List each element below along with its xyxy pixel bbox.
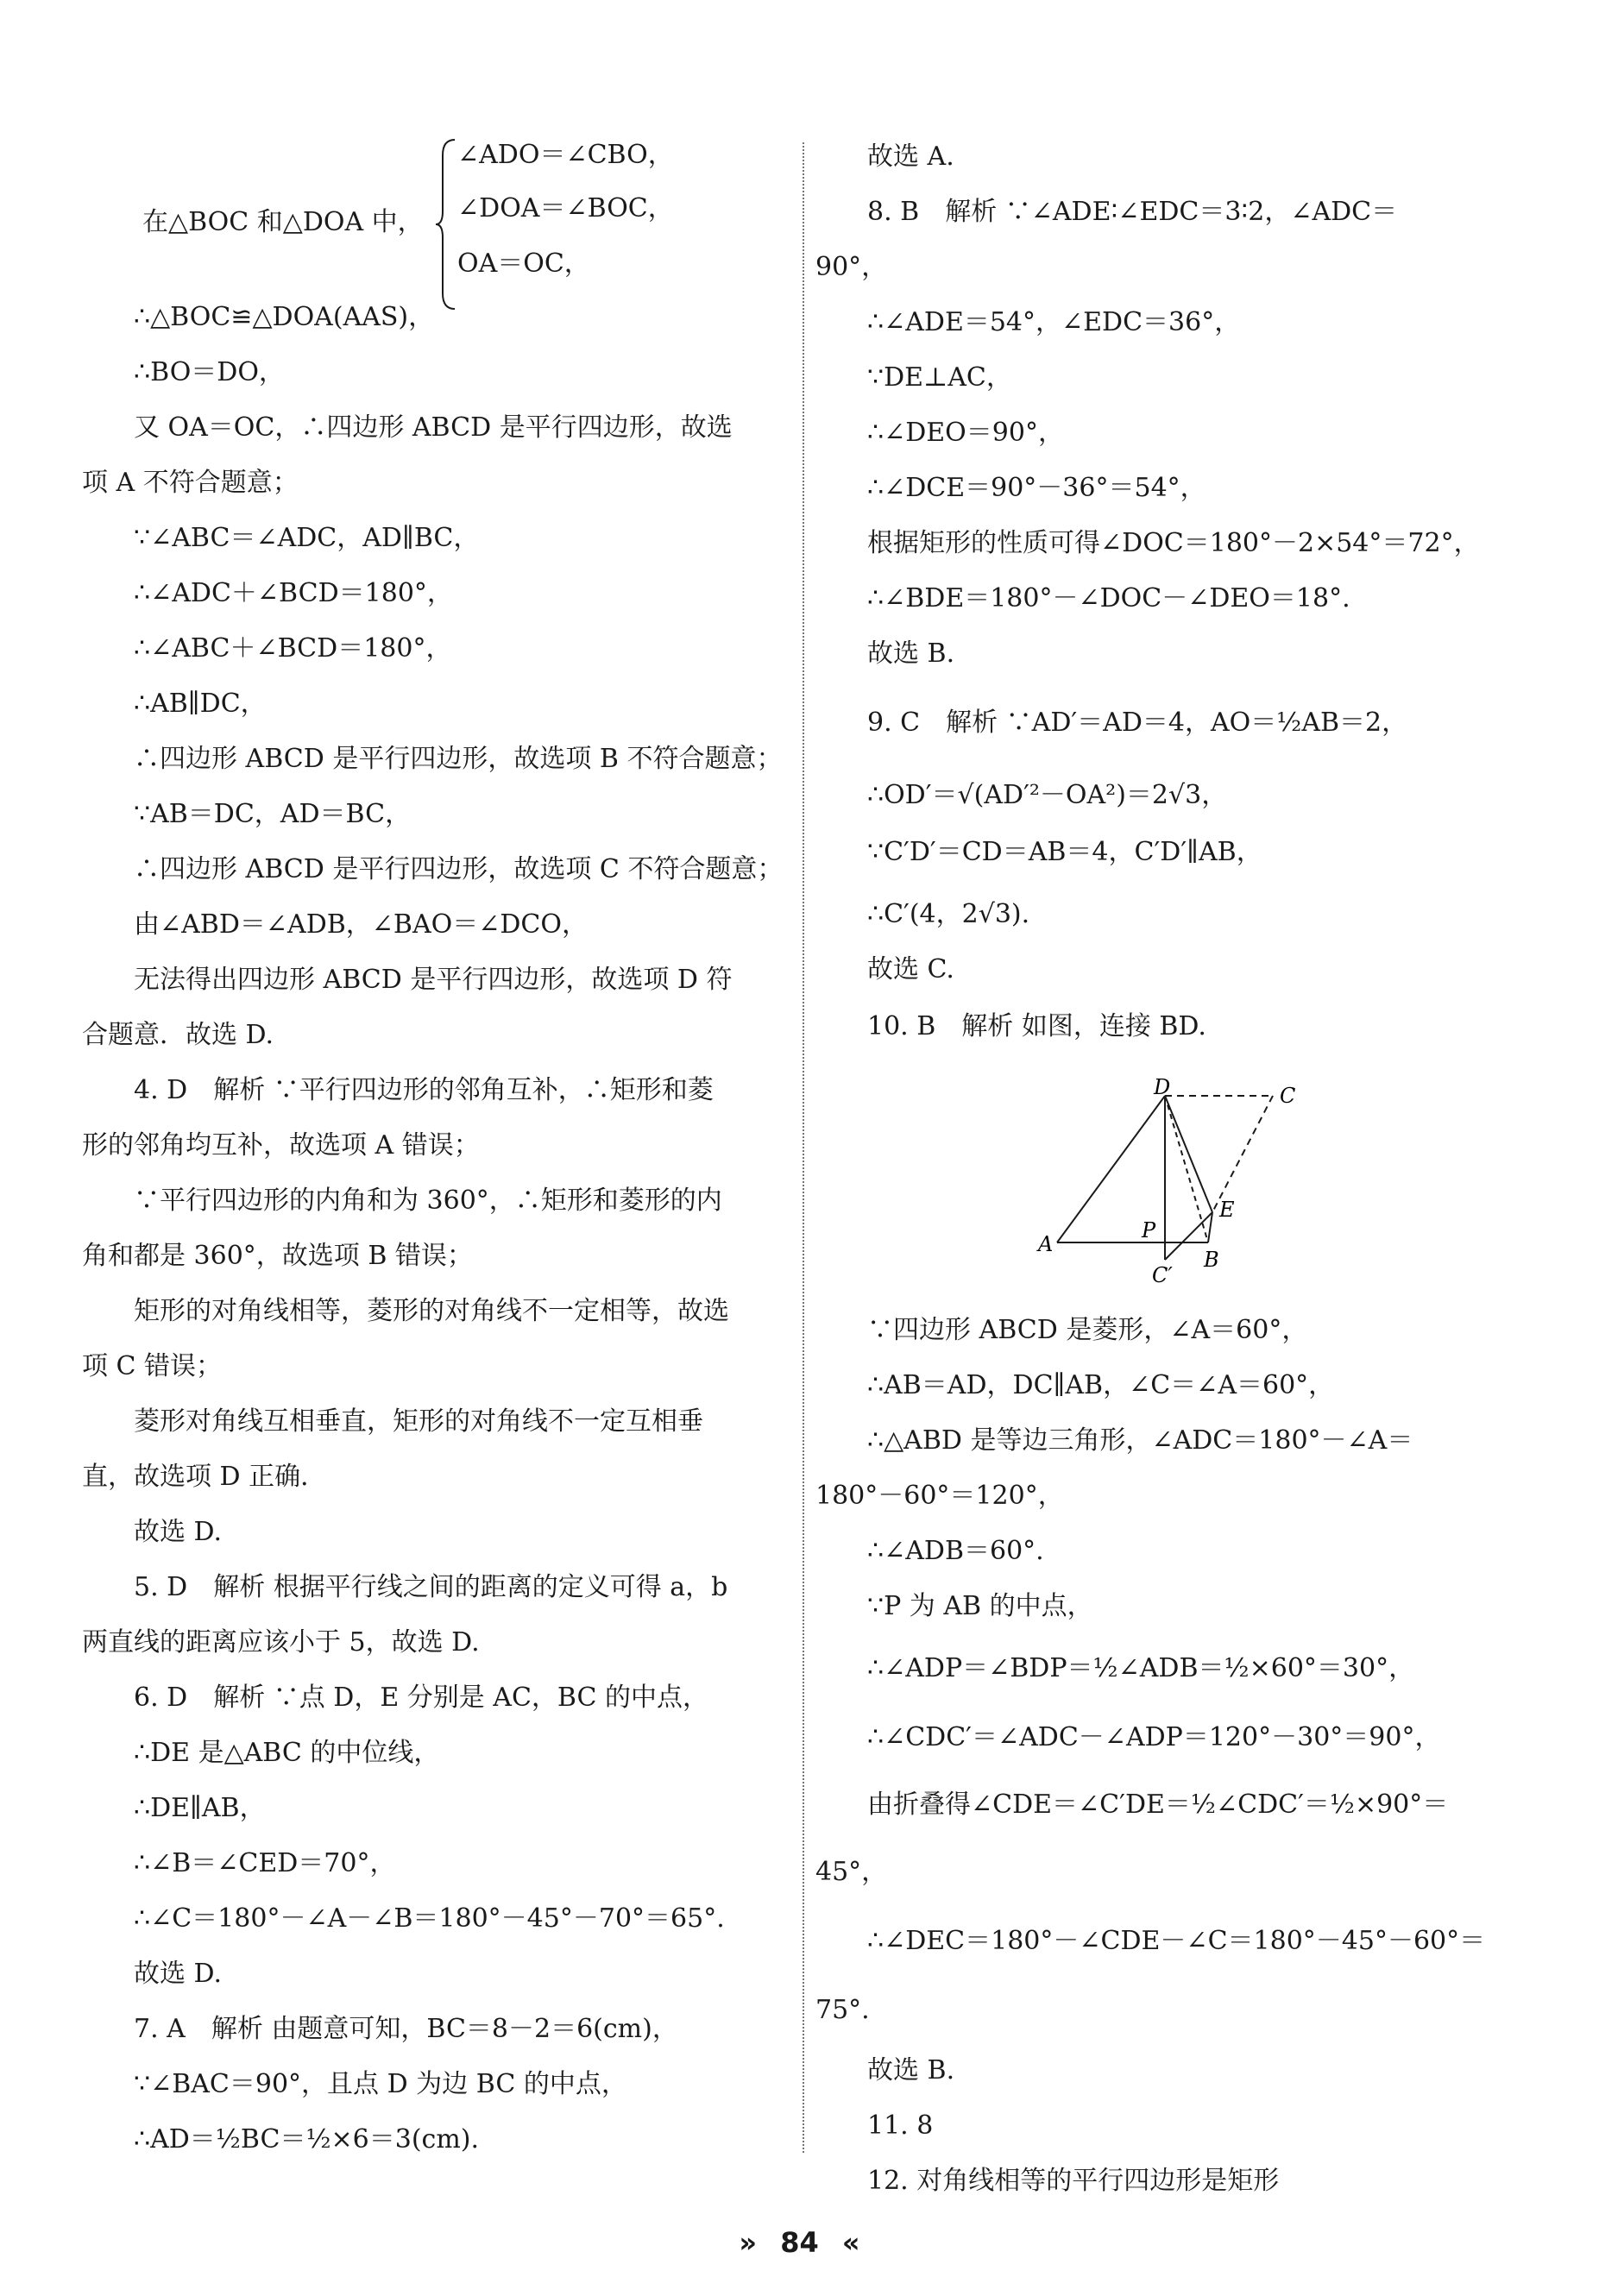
text-line: ∴DE 是△ABC 的中位线， bbox=[134, 1738, 440, 1768]
page-number: 84 bbox=[780, 2226, 819, 2259]
question-9: 9. C 解析 ∵AD′＝AD＝4，AO＝½AB＝2， bbox=[867, 708, 1408, 738]
text-line: ∴∠ADC＋∠BCD＝180°， bbox=[134, 578, 453, 608]
text-line: ∵∠ABC＝∠ADC，AD∥BC， bbox=[134, 523, 480, 553]
text-line: ∴∠C＝180°－∠A－∠B＝180°－45°－70°＝65°. bbox=[134, 1903, 725, 1934]
figure-label: P bbox=[1142, 1218, 1156, 1242]
question-5: 5. D 解析 根据平行线之间的距离的定义可得 a，b bbox=[134, 1572, 728, 1602]
text-line: ∴OD′＝√(AD′²－OA²)＝2√3， bbox=[867, 780, 1228, 810]
column-divider bbox=[803, 142, 804, 2153]
text-line: 故选 C. bbox=[867, 954, 954, 984]
text-line: 项 C 错误； bbox=[82, 1351, 223, 1381]
text-line: ∵平行四边形的内角和为 360°，∴矩形和菱形的内 bbox=[134, 1186, 722, 1216]
text-line: 90°， bbox=[815, 252, 888, 282]
text-line: ∴AB＝AD，DC∥AB，∠C＝∠A＝60°， bbox=[867, 1370, 1335, 1400]
text-line: ∴∠DEO＝90°， bbox=[867, 418, 1064, 448]
text-line: 又 OA＝OC，∴四边形 ABCD 是平行四边形，故选 bbox=[134, 412, 733, 443]
text-line: ∵DE⊥AC， bbox=[867, 362, 1012, 393]
question-12: 12. 对角线相等的平行四边形是矩形 bbox=[867, 2166, 1280, 2196]
brace-label: 在△BOC 和△DOA 中， bbox=[142, 207, 424, 237]
text-line: ∵四边形 ABCD 是菱形，∠A＝60°， bbox=[867, 1315, 1308, 1345]
text-line: ∴AB∥DC， bbox=[134, 689, 267, 719]
question-4: 4. D 解析 ∵平行四边形的邻角互补，∴矩形和菱 bbox=[134, 1075, 714, 1105]
text-line: 45°， bbox=[815, 1857, 888, 1887]
figure-label: E bbox=[1219, 1198, 1235, 1222]
text-line: ∴∠DEC＝180°－∠CDE－∠C＝180°－45°－60°＝ bbox=[867, 1926, 1486, 1956]
text-line: ∴△ABD 是等边三角形，∠ADC＝180°－∠A＝ bbox=[867, 1425, 1413, 1456]
brace-item: ∠DOA＝∠BOC， bbox=[457, 193, 674, 223]
text-line: ∴AD＝½BC＝½×6＝3(cm). bbox=[134, 2124, 480, 2154]
text-line: ∴四边形 ABCD 是平行四边形，故选项 C 不符合题意； bbox=[134, 854, 784, 884]
figure-label: C bbox=[1280, 1084, 1296, 1108]
text-line: ∴四边形 ABCD 是平行四边形，故选项 B 不符合题意； bbox=[134, 744, 783, 774]
brace-item: ∠ADO＝∠CBO， bbox=[457, 140, 674, 170]
text-line: ∵AB＝DC，AD＝BC， bbox=[134, 799, 412, 829]
figure-label: C′ bbox=[1152, 1263, 1173, 1286]
text-line: 故选 A. bbox=[867, 142, 954, 172]
text-line: 由折叠得∠CDE＝∠C′DE＝½∠CDC′＝½×90°＝ bbox=[867, 1790, 1449, 1820]
question-11: 11. 8 bbox=[867, 2110, 934, 2141]
figure-label: A bbox=[1038, 1232, 1054, 1256]
text-line: 角和都是 360°，故选项 B 错误； bbox=[82, 1241, 473, 1271]
page-footer bbox=[0, 2226, 1599, 2259]
text-line: 故选 B. bbox=[867, 638, 955, 669]
text-line: ∴∠CDC′＝∠ADC－∠ADP＝120°－30°＝90°， bbox=[867, 1722, 1441, 1752]
text-line: 75°. bbox=[815, 1995, 870, 2025]
text-line: ∴∠ADE＝54°，∠EDC＝36°， bbox=[867, 307, 1241, 337]
text-line: 故选 D. bbox=[134, 1959, 223, 1989]
text-line: ∴∠ADB＝60°. bbox=[867, 1536, 1044, 1566]
question-8: 8. B 解析 ∵∠ADE∶∠EDC＝3∶2，∠ADC＝ bbox=[867, 197, 1398, 227]
text-line: ∴∠DCE＝90°－36°＝54°， bbox=[867, 473, 1206, 503]
question-6: 6. D 解析 ∵点 D，E 分别是 AC，BC 的中点， bbox=[134, 1683, 709, 1713]
text-line: ∵∠BAC＝90°，且点 D 为边 BC 的中点， bbox=[134, 2069, 627, 2099]
text-line: ∴∠B＝∠CED＝70°， bbox=[134, 1848, 396, 1878]
text-line: ∴∠BDE＝180°－∠DOC－∠DEO＝18°. bbox=[867, 583, 1350, 613]
text-line: ∴∠ADP＝∠BDP＝½∠ADB＝½×60°＝30°， bbox=[867, 1653, 1415, 1683]
text-line: 项 A 不符合题意； bbox=[82, 468, 299, 498]
text-line: 菱形对角线互相垂直，矩形的对角线不一定互相垂 bbox=[134, 1406, 703, 1437]
text-line: 直，故选项 D 正确． bbox=[82, 1462, 327, 1492]
text-line: 形的邻角均互补，故选项 A 错误； bbox=[82, 1130, 480, 1161]
text-line: ∴C′(4，2√3). bbox=[867, 899, 1030, 929]
text-line: ∵P 为 AB 的中点， bbox=[867, 1591, 1093, 1621]
text-line: 根据矩形的性质可得∠DOC＝180°－2×54°＝72°， bbox=[867, 528, 1480, 558]
text-line: ∴∠ABC＋∠BCD＝180°， bbox=[134, 633, 452, 664]
text-line: 故选 B. bbox=[867, 2055, 955, 2085]
text-line: 矩形的对角线相等，菱形的对角线不一定相等，故选 bbox=[134, 1296, 729, 1326]
text-line: 两直线的距离应该小于 5，故选 D. bbox=[82, 1627, 480, 1658]
rhombus-figure bbox=[1031, 1079, 1342, 1286]
text-line: 由∠ABD＝∠ADB，∠BAO＝∠DCO， bbox=[134, 909, 588, 940]
text-line: ∴BO＝DO， bbox=[134, 357, 285, 387]
system-brace bbox=[436, 138, 458, 311]
figure-label: B bbox=[1204, 1248, 1219, 1272]
text-line: 无法得出四边形 ABCD 是平行四边形，故选项 D 符 bbox=[134, 965, 733, 995]
footer-mark-right: « bbox=[841, 2226, 860, 2259]
question-7: 7. A 解析 由题意可知，BC＝8－2＝6(cm)， bbox=[134, 2014, 678, 2044]
brace-item: OA＝OC， bbox=[457, 248, 590, 279]
text-line: 180°－60°＝120°， bbox=[815, 1481, 1064, 1511]
figure-label: D bbox=[1154, 1079, 1171, 1099]
footer-mark-left: » bbox=[739, 2226, 758, 2259]
text-line: ∴DE∥AB， bbox=[134, 1793, 266, 1823]
text-line: 合题意．故选 D. bbox=[82, 1020, 274, 1050]
question-10: 10. B 解析 如图，连接 BD. bbox=[867, 1011, 1206, 1041]
text-line: 故选 D. bbox=[134, 1517, 223, 1547]
text-line: ∴△BOC≌△DOA(AAS)， bbox=[134, 302, 435, 332]
text-line: ∵C′D′＝CD＝AB＝4，C′D′∥AB， bbox=[867, 837, 1262, 867]
